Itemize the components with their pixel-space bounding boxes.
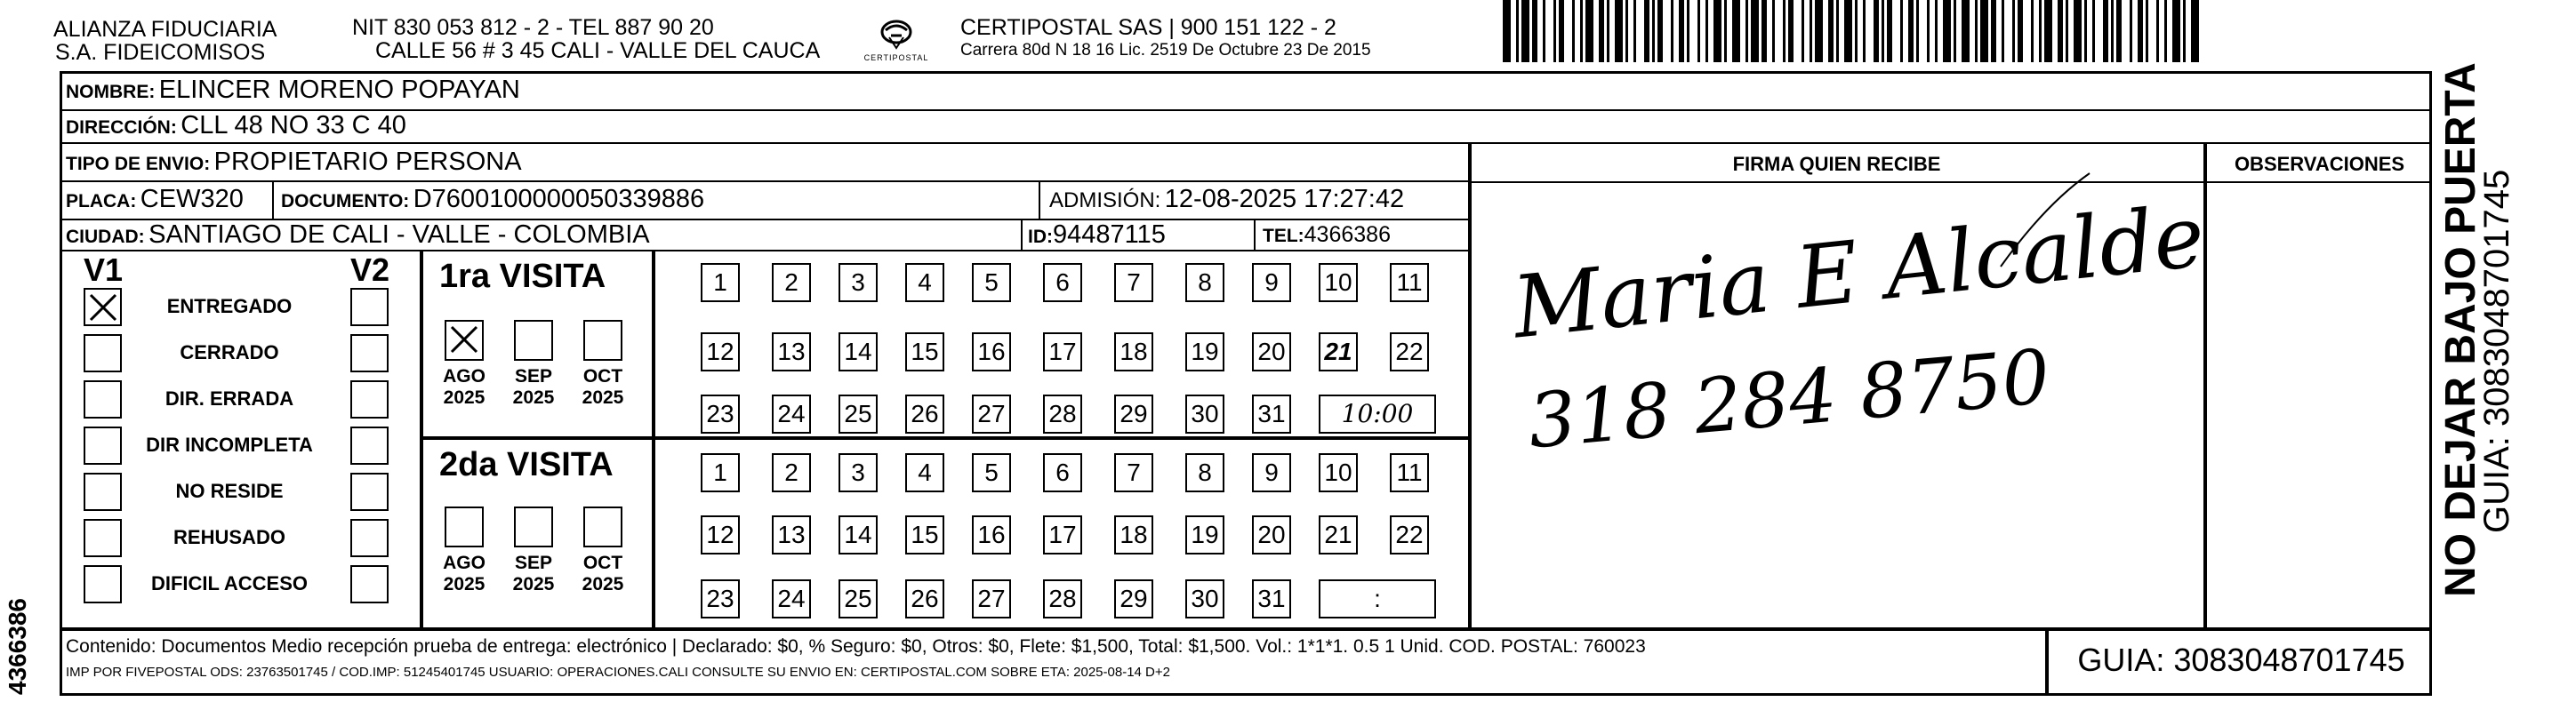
- v2-checkbox[interactable]: [350, 427, 389, 465]
- day-number: 18: [1119, 521, 1148, 548]
- company-nit-line: NIT 830 053 812 - 2 - TEL 887 90 20: [352, 15, 714, 40]
- barcode-bar: [1900, 0, 1903, 62]
- barcode-bar: [1882, 0, 1884, 62]
- company-name-line1: ALIANZA FIDUCIARIA: [53, 17, 277, 42]
- nombre-label: NOMBRE:: [66, 82, 156, 102]
- day-box[interactable]: [1252, 453, 1291, 492]
- day-number: 24: [777, 585, 806, 612]
- barcode-bar: [2146, 0, 2148, 62]
- day-number: 22: [1395, 338, 1424, 365]
- barcode-bar: [1783, 0, 1786, 62]
- month-checkbox[interactable]: [445, 320, 484, 361]
- day-box[interactable]: [839, 453, 878, 492]
- tel-label: TEL:: [1263, 226, 1304, 246]
- status-label: DIR. ERRADA: [165, 387, 294, 410]
- barcode-bar: [1745, 0, 1748, 62]
- day-number: 2: [784, 459, 798, 486]
- barcode-bar: [1532, 0, 1537, 62]
- barcode-bar: [2002, 0, 2004, 62]
- day-number: 1: [713, 268, 727, 296]
- month-checkbox[interactable]: [583, 507, 622, 547]
- day-box[interactable]: [839, 395, 878, 434]
- barcode-bar: [2191, 0, 2199, 62]
- barcode-bar: [1874, 0, 1879, 62]
- barcode-bar: [1633, 0, 1636, 62]
- barcode-bar: [2116, 0, 2122, 62]
- barcode-bar: [1607, 0, 1609, 62]
- barcode-bar: [1980, 0, 1988, 62]
- barcode-bar: [1844, 0, 1852, 62]
- day-box[interactable]: [972, 515, 1011, 554]
- day-box[interactable]: [772, 453, 811, 492]
- company-address-line: CALLE 56 # 3 45 CALI - VALLE DEL CAUCA: [375, 38, 821, 63]
- day-number: 19: [1191, 521, 1219, 548]
- day-number: 20: [1257, 521, 1286, 548]
- year-label: 2025: [512, 574, 555, 594]
- barcode-bar: [2138, 0, 2143, 62]
- day-box[interactable]: [972, 263, 1011, 302]
- month-label: AGO: [443, 366, 486, 387]
- certipostal-logo: [855, 16, 937, 66]
- barcode-bar: [2018, 0, 2023, 62]
- barcode-bar: [1585, 0, 1593, 62]
- barcode-bar: [2084, 0, 2087, 62]
- day-box[interactable]: [1043, 453, 1082, 492]
- barcode-bar: [1713, 0, 1721, 62]
- day-box[interactable]: [701, 515, 740, 554]
- ciudad-value: SANTIAGO DE CALI - VALLE - COLOMBIA: [148, 220, 650, 249]
- barcode-bar: [1697, 0, 1700, 62]
- barcode-bar: [1644, 0, 1649, 62]
- day-number: 13: [777, 521, 806, 548]
- barcode-bar: [1828, 0, 1834, 62]
- no-dejar-bajo-puerta: NO DEJAR BAJO PUERTA: [2437, 62, 2484, 597]
- v1-checkbox[interactable]: [84, 427, 122, 465]
- courier-line1: CERTIPOSTAL SAS | 900 151 122 - 2: [960, 15, 1336, 40]
- day-number: 3: [851, 459, 865, 486]
- day-box[interactable]: [972, 395, 1011, 434]
- day-number: 12: [706, 521, 734, 548]
- month-checkbox[interactable]: [583, 320, 622, 361]
- day-number: 16: [977, 338, 1006, 365]
- barcode-bar: [2058, 0, 2063, 62]
- day-box[interactable]: [1252, 263, 1291, 302]
- left-side-number: 4366386: [4, 597, 31, 695]
- admision-value: 12-08-2025 17:27:42: [1164, 185, 1405, 213]
- documento-label: DOCUMENTO:: [281, 191, 410, 211]
- year-label: 2025: [582, 387, 624, 408]
- tipo-envio-label: TIPO DE ENVIO:: [66, 154, 211, 174]
- time-box[interactable]: [1319, 395, 1436, 434]
- v1-checkbox[interactable]: [84, 519, 122, 557]
- placa-value: CEW320: [140, 185, 244, 213]
- logo-text: CERTIPOSTAL: [863, 53, 929, 62]
- barcode-bar: [1991, 0, 1996, 62]
- month-label: OCT: [582, 366, 623, 387]
- placa-label: PLACA:: [66, 191, 137, 211]
- day-box[interactable]: [1390, 332, 1429, 371]
- signature-stroke: [1992, 169, 2099, 275]
- barcode-bar: [1954, 0, 1956, 62]
- day-box[interactable]: [1114, 579, 1153, 618]
- day-number: 29: [1119, 400, 1148, 427]
- barcode-bar: [1652, 0, 1655, 62]
- barcode-bar: [1657, 0, 1663, 62]
- day-number: 11: [1396, 459, 1423, 486]
- barcode-bar: [1572, 0, 1575, 62]
- day-number: 8: [1198, 268, 1212, 296]
- barcode-bar: [1732, 0, 1740, 62]
- second-visit-title: 2da VISITA: [439, 446, 614, 483]
- day-box[interactable]: [1043, 579, 1082, 618]
- day-box[interactable]: [1114, 515, 1153, 554]
- day-box[interactable]: [905, 453, 944, 492]
- day-number: 28: [1048, 585, 1077, 612]
- time-box[interactable]: [1319, 579, 1436, 618]
- day-box[interactable]: [1114, 332, 1153, 371]
- day-number: 1: [713, 459, 727, 486]
- firma-header: FIRMA QUIEN RECIBE: [1732, 153, 1941, 175]
- day-box[interactable]: [1252, 579, 1291, 618]
- day-box[interactable]: [701, 332, 740, 371]
- year-label: 2025: [582, 574, 624, 594]
- day-number: 19: [1191, 338, 1219, 365]
- barcode-bar: [1908, 0, 1914, 62]
- barcode-bar: [1516, 0, 1519, 62]
- day-number: 18: [1119, 338, 1148, 365]
- v2-checkbox[interactable]: [350, 380, 389, 419]
- day-number: 31: [1257, 585, 1286, 612]
- day-number: 4: [918, 268, 932, 296]
- barcode-bar: [2039, 0, 2042, 62]
- v1-checkbox[interactable]: [84, 473, 122, 511]
- day-number: 3: [851, 268, 865, 296]
- day-number: 12: [706, 338, 734, 365]
- barcode-bar: [2074, 0, 2082, 62]
- day-number: 23: [706, 400, 734, 427]
- day-number: 4: [918, 459, 932, 486]
- signature-phone: 318 284 8750: [1524, 332, 2053, 466]
- day-box[interactable]: [972, 332, 1011, 371]
- day-box[interactable]: [701, 263, 740, 302]
- year-label: 2025: [512, 387, 555, 408]
- day-box[interactable]: [1114, 453, 1153, 492]
- day-box[interactable]: [1390, 453, 1429, 492]
- status-label: ENTREGADO: [166, 295, 293, 317]
- barcode-bar: [1615, 0, 1623, 62]
- day-box[interactable]: [1185, 332, 1224, 371]
- day-box[interactable]: [1319, 263, 1358, 302]
- day-number: 7: [1127, 268, 1141, 296]
- day-number: 5: [984, 268, 999, 296]
- year-label: 2025: [443, 387, 486, 408]
- status-label: DIR INCOMPLETA: [146, 434, 313, 456]
- day-box[interactable]: [772, 332, 811, 371]
- barcode-bar: [1503, 0, 1511, 62]
- barcode-bar: [1962, 0, 1970, 62]
- status-label: CERRADO: [180, 341, 279, 363]
- day-number: 17: [1048, 338, 1077, 365]
- barcode-bar: [2012, 0, 2015, 62]
- id-label: ID:: [1028, 227, 1053, 247]
- day-number: 27: [977, 400, 1006, 427]
- barcode-bar: [2130, 0, 2132, 62]
- month-label: OCT: [582, 553, 623, 573]
- barcode-bar: [1559, 0, 1564, 62]
- day-number: 13: [777, 338, 806, 365]
- day-box[interactable]: [905, 395, 944, 434]
- day-box[interactable]: [1185, 263, 1224, 302]
- month-label: SEP: [514, 553, 553, 573]
- day-number: 25: [844, 585, 872, 612]
- barcode-bar: [1687, 0, 1689, 62]
- tipo-envio-value: PROPIETARIO PERSONA: [213, 148, 522, 176]
- barcode-bar: [2044, 0, 2052, 62]
- day-box[interactable]: [701, 395, 740, 434]
- day-box[interactable]: [701, 453, 740, 492]
- barcode-bar: [1935, 0, 1938, 62]
- v2-checkbox[interactable]: [350, 565, 389, 603]
- day-number: 20: [1257, 338, 1286, 365]
- first-visit-title: 1ra VISITA: [439, 258, 606, 295]
- company-name-line2: S.A. FIDEICOMISOS: [55, 40, 266, 65]
- barcode-bar: [2164, 0, 2167, 62]
- day-number: 11: [1396, 268, 1423, 296]
- day-box[interactable]: [1252, 395, 1291, 434]
- barcode-bar: [2066, 0, 2068, 62]
- check-mark-icon: [87, 291, 121, 325]
- day-number: 7: [1127, 459, 1141, 486]
- v2-checkbox[interactable]: [350, 334, 389, 372]
- day-box[interactable]: [839, 579, 878, 618]
- barcode-bar: [1521, 0, 1529, 62]
- day-box[interactable]: [839, 332, 878, 371]
- barcode-bar: [1836, 0, 1839, 62]
- ciudad-label: CIUDAD:: [66, 227, 145, 247]
- barcode-bar: [2031, 0, 2034, 62]
- v2-label: V2: [350, 251, 390, 288]
- day-box[interactable]: [1252, 515, 1291, 554]
- barcode-bar: [2172, 0, 2180, 62]
- barcode-bar: [1724, 0, 1727, 62]
- day-number: 30: [1191, 585, 1219, 612]
- day-number: 15: [911, 521, 939, 548]
- barcode-bar: [2183, 0, 2186, 62]
- day-box[interactable]: [839, 263, 878, 302]
- month-checkbox[interactable]: [514, 507, 553, 547]
- day-number: 9: [1264, 268, 1279, 296]
- month-checkbox[interactable]: [514, 320, 553, 361]
- day-box[interactable]: [772, 515, 811, 554]
- day-number: 10: [1324, 268, 1352, 296]
- v1-checkbox[interactable]: [84, 565, 122, 603]
- day-number: 25: [844, 400, 872, 427]
- v1-checkbox[interactable]: [84, 288, 122, 326]
- day-box[interactable]: [905, 515, 944, 554]
- barcode-bar: [1802, 0, 1804, 62]
- day-number: 22: [1395, 521, 1424, 548]
- barcode-bar: [1916, 0, 1919, 62]
- day-number: 9: [1264, 459, 1279, 486]
- day-box[interactable]: [1319, 515, 1358, 554]
- nombre-value: ELINCER MORENO POPAYAN: [158, 76, 520, 104]
- v2-checkbox[interactable]: [350, 473, 389, 511]
- day-box[interactable]: [905, 332, 944, 371]
- day-box[interactable]: [1043, 332, 1082, 371]
- day-number: 6: [1055, 268, 1070, 296]
- barcode-bar: [1553, 0, 1556, 62]
- barcode-bar: [1625, 0, 1628, 62]
- day-box[interactable]: [772, 263, 811, 302]
- day-number: 26: [911, 585, 939, 612]
- day-number: 21: [1324, 338, 1352, 365]
- barcode-bar: [1679, 0, 1684, 62]
- barcode-bar: [1788, 0, 1794, 62]
- barcode-bar: [1772, 0, 1775, 62]
- day-box[interactable]: [1114, 395, 1153, 434]
- barcode-bar: [1863, 0, 1866, 62]
- year-label: 2025: [443, 574, 486, 594]
- day-box[interactable]: [1252, 332, 1291, 371]
- barcode-bar: [1761, 0, 1767, 62]
- barcode-bar: [2092, 0, 2095, 62]
- day-number: 26: [911, 400, 939, 427]
- v1-checkbox[interactable]: [84, 380, 122, 419]
- day-number: 15: [911, 338, 939, 365]
- barcode-bar: [1580, 0, 1583, 62]
- barcode-bar: [2156, 0, 2159, 62]
- day-number: 24: [777, 400, 806, 427]
- day-box[interactable]: [772, 579, 811, 618]
- day-box[interactable]: [905, 579, 944, 618]
- day-number: 5: [984, 459, 999, 486]
- v1-label: V1: [84, 251, 124, 288]
- status-label: DIFICIL ACCESO: [150, 572, 308, 594]
- footer-guia: GUIA: 3083048701745: [2077, 642, 2405, 678]
- barcode-bar: [1705, 0, 1708, 62]
- day-box[interactable]: [1319, 453, 1358, 492]
- footer-line2: IMP POR FIVEPOSTAL ODS: 23763501745 / COD.IMP: 51245401745 USUARIO: OPERACIONES.CALI CONSULTE SU ENVIO EN: CERTIPOSTAL.COM SOBRE ETA: 2025-08-14 D+2: [66, 665, 1170, 680]
- day-box[interactable]: [701, 579, 740, 618]
- barcode-bar: [1943, 0, 1951, 62]
- barcode-bar: [1751, 0, 1759, 62]
- day-box[interactable]: [1319, 332, 1358, 371]
- check-mark-icon: [448, 323, 482, 357]
- day-number: 16: [977, 521, 1006, 548]
- day-number: 17: [1048, 521, 1077, 548]
- day-box[interactable]: [839, 515, 878, 554]
- day-number: 27: [977, 585, 1006, 612]
- barcode-bar: [1855, 0, 1858, 62]
- v2-checkbox[interactable]: [350, 288, 389, 326]
- barcode-bar: [1927, 0, 1930, 62]
- month-label: SEP: [514, 366, 553, 387]
- barcode-bar: [1810, 0, 1812, 62]
- month-checkbox[interactable]: [445, 507, 484, 547]
- day-box[interactable]: [905, 263, 944, 302]
- day-box[interactable]: [1390, 263, 1429, 302]
- day-box[interactable]: [1043, 515, 1082, 554]
- signature-name: Maria E Alcalde: [1508, 186, 2210, 358]
- day-box[interactable]: [1390, 515, 1429, 554]
- day-number: 10: [1324, 459, 1352, 486]
- side-guia: GUIA: 3083048701745: [2477, 169, 2516, 533]
- v2-checkbox[interactable]: [350, 519, 389, 557]
- day-box[interactable]: [1043, 263, 1082, 302]
- day-number: 30: [1191, 400, 1219, 427]
- barcode-bar: [1599, 0, 1604, 62]
- day-number: 8: [1198, 459, 1212, 486]
- day-box[interactable]: [972, 579, 1011, 618]
- day-number: 2: [784, 268, 798, 296]
- day-number: 31: [1257, 400, 1286, 427]
- tel-value: 4366386: [1304, 222, 1391, 247]
- day-number: 14: [844, 521, 872, 548]
- id-value: 94487115: [1053, 220, 1166, 249]
- day-number: 6: [1055, 459, 1070, 486]
- day-box[interactable]: [1185, 515, 1224, 554]
- barcode: [1503, 0, 2196, 62]
- barcode-bar: [1887, 0, 1892, 62]
- day-number: 23: [706, 585, 734, 612]
- direccion-value: CLL 48 NO 33 C 40: [181, 111, 406, 140]
- admision-label: ADMISIÓN:: [1049, 188, 1161, 212]
- day-box[interactable]: [1114, 263, 1153, 302]
- footer-line1: Contenido: Documentos Medio recepción prueba de entrega: electrónico | Declarado: $0, % Seguro: $0, Otros: $0, Flete: $1,500, Total: $1,500. Vol.: 1*1*1. 0.5 1 Unid. COD. POSTAL: 760023: [66, 636, 1646, 657]
- day-box[interactable]: [1185, 579, 1224, 618]
- time-value: :: [1374, 585, 1381, 612]
- observaciones-header: OBSERVACIONES: [2234, 153, 2405, 175]
- day-box[interactable]: [1185, 453, 1224, 492]
- day-number: 28: [1048, 400, 1077, 427]
- time-value: 10:00: [1341, 399, 1414, 428]
- day-box[interactable]: [972, 453, 1011, 492]
- barcode-bar: [2103, 0, 2108, 62]
- direccion-label: DIRECCIÓN:: [66, 117, 177, 138]
- day-number: 29: [1119, 585, 1148, 612]
- barcode-bar: [2111, 0, 2114, 62]
- barcode-bar: [1543, 0, 1545, 62]
- month-label: AGO: [443, 553, 486, 573]
- day-box[interactable]: [1043, 395, 1082, 434]
- day-number: 14: [844, 338, 872, 365]
- status-label: REHUSADO: [173, 526, 285, 548]
- day-box[interactable]: [772, 395, 811, 434]
- day-box[interactable]: [1185, 395, 1224, 434]
- courier-line2: Carrera 80d N 18 16 Lic. 2519 De Octubre 23 De 2015: [960, 41, 1371, 60]
- status-label: NO RESIDE: [175, 480, 284, 502]
- documento-value: D7600100000050339886: [413, 185, 705, 213]
- barcode-bar: [1671, 0, 1673, 62]
- day-number: 21: [1324, 521, 1352, 548]
- barcode-bar: [1815, 0, 1823, 62]
- v1-checkbox[interactable]: [84, 334, 122, 372]
- barcode-bar: [1975, 0, 1978, 62]
